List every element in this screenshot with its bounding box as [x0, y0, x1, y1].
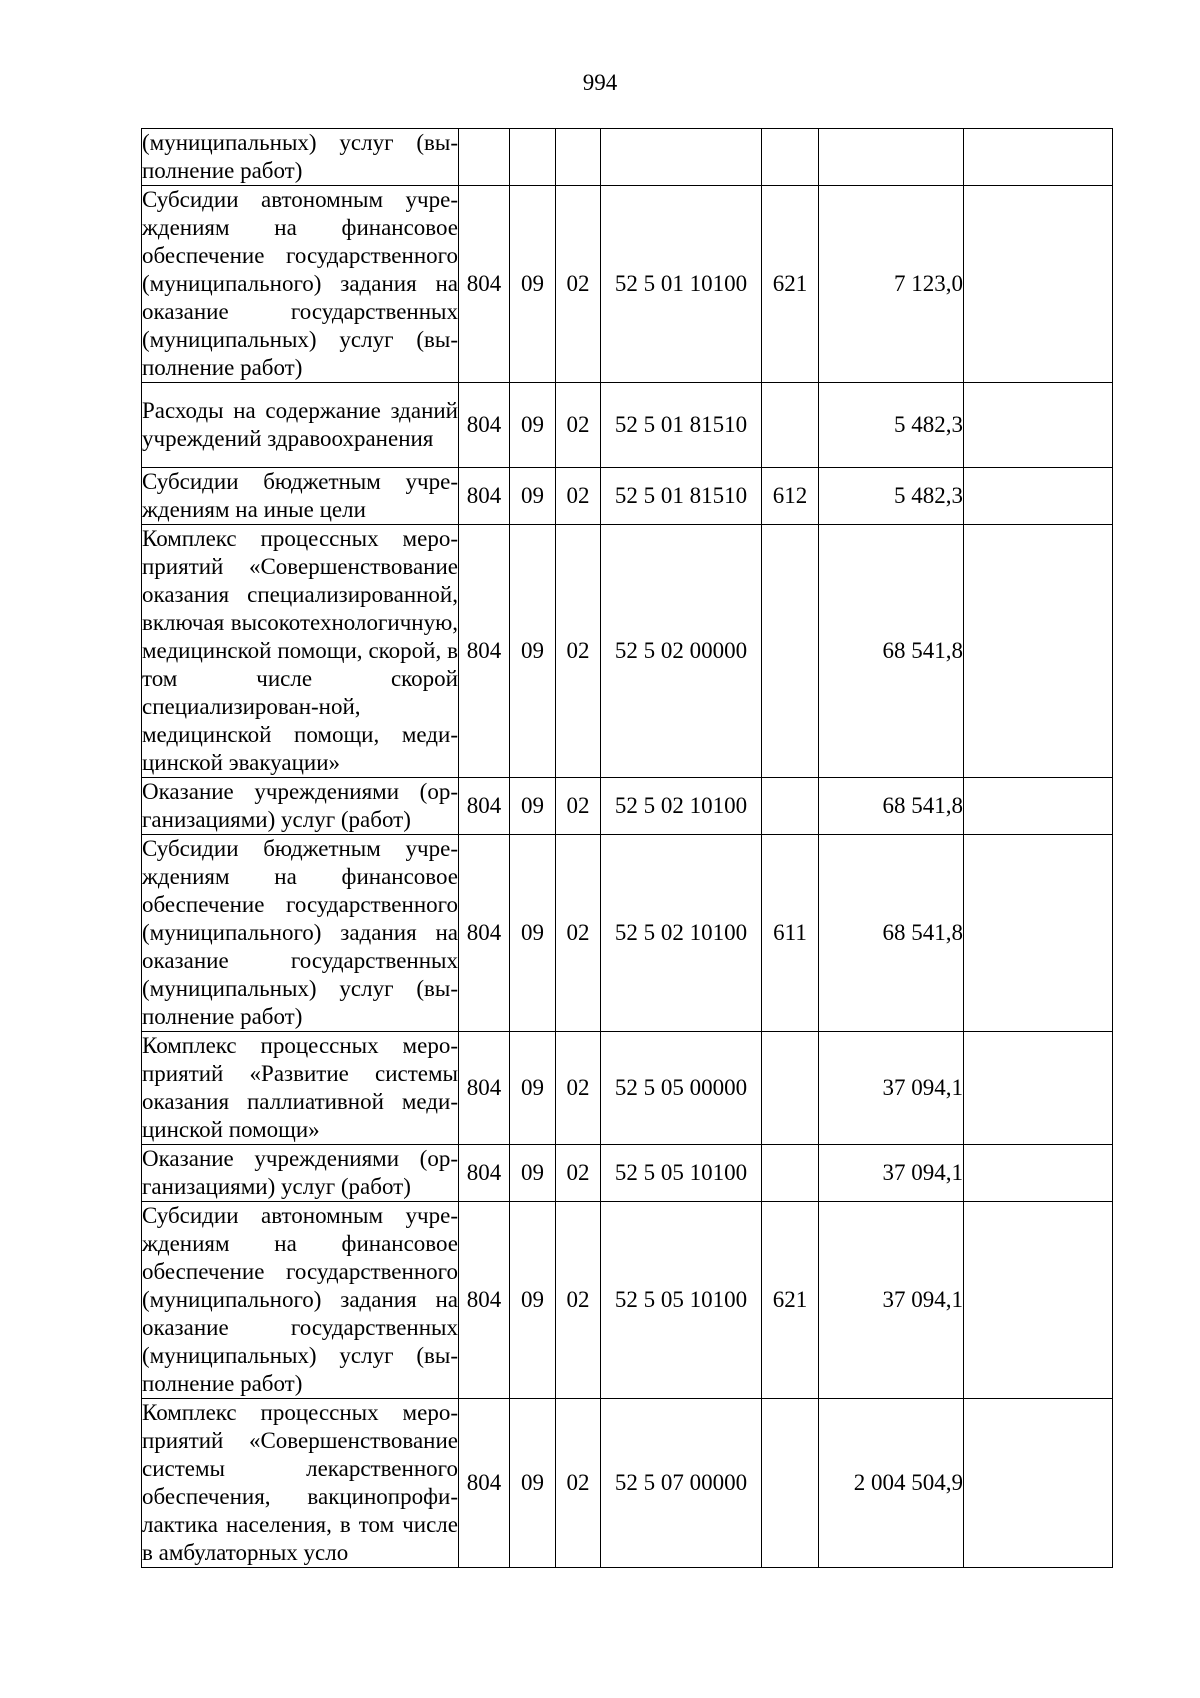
cell-amount: 5 482,3 — [819, 468, 964, 525]
cell-target-article: 52 5 02 10100 — [601, 778, 762, 835]
table-row — [142, 525, 1113, 778]
cell-department-code: 804 — [459, 525, 510, 778]
cell-expense-type — [762, 1145, 819, 1202]
cell-description: Комплекс процессных мероприятий «Совершенствование системы лекарственного обеспечения, вакцинопрофилактика населения, в том числе в амбулаторных усло — [142, 1399, 459, 1568]
cell-description: Субсидии бюджетным учреждениям на финансовое обеспечение государственного (муниципального) задания на оказание государственных (муниципальных) услуг (выполнение работ) — [142, 835, 459, 1032]
cell-subsection-code: 02 — [556, 186, 601, 383]
cell-subsection-code: 02 — [556, 525, 601, 778]
cell-amount: 2 004 504,9 — [819, 1399, 964, 1568]
table-row — [142, 1145, 1113, 1202]
cell-empty — [964, 778, 1113, 835]
table-row — [142, 1399, 1113, 1568]
cell-description: Оказание учреждениями (организациями) услуг (работ) — [142, 778, 459, 835]
cell-section-code: 09 — [510, 1145, 556, 1202]
cell-target-article: 52 5 02 00000 — [601, 525, 762, 778]
cell-section-code: 09 — [510, 1399, 556, 1568]
cell-amount: 37 094,1 — [819, 1145, 964, 1202]
table-row — [142, 186, 1113, 383]
cell-description: Субсидии бюджетным учреждениям на иные цели — [142, 468, 459, 525]
cell-description: (муниципальных) услуг (выполнение работ) — [142, 129, 459, 186]
cell-subsection-code: 02 — [556, 1032, 601, 1145]
cell-expense-type: 621 — [762, 1202, 819, 1399]
cell-target-article: 52 5 01 81510 — [601, 468, 762, 525]
cell-expense-type — [762, 129, 819, 186]
cell-amount: 37 094,1 — [819, 1202, 964, 1399]
cell-department-code: 804 — [459, 186, 510, 383]
cell-expense-type: 621 — [762, 186, 819, 383]
cell-subsection-code: 02 — [556, 835, 601, 1032]
cell-department-code: 804 — [459, 1202, 510, 1399]
cell-amount — [819, 129, 964, 186]
cell-description: Комплекс процессных мероприятий «Развитие системы оказания паллиативной медицинской помощи» — [142, 1032, 459, 1145]
cell-expense-type: 612 — [762, 468, 819, 525]
cell-empty — [964, 525, 1113, 778]
cell-amount: 68 541,8 — [819, 525, 964, 778]
cell-subsection-code: 02 — [556, 1145, 601, 1202]
cell-target-article: 52 5 05 10100 — [601, 1145, 762, 1202]
cell-description: Расходы на содержание зданий учреждений здравоохранения — [142, 383, 459, 468]
table-row — [142, 1202, 1113, 1399]
cell-empty — [964, 835, 1113, 1032]
table-row — [142, 1032, 1113, 1145]
page-number: 994 — [582, 70, 618, 95]
cell-subsection-code: 02 — [556, 383, 601, 468]
cell-empty — [964, 468, 1113, 525]
cell-amount: 7 123,0 — [819, 186, 964, 383]
table-body — [142, 129, 1113, 1568]
cell-target-article: 52 5 01 81510 — [601, 383, 762, 468]
cell-department-code: 804 — [459, 778, 510, 835]
budget-table — [141, 128, 1113, 1568]
cell-expense-type — [762, 525, 819, 778]
cell-section-code: 09 — [510, 525, 556, 778]
cell-description: Комплекс процессных мероприятий «Совершенствование оказания специализированной, включая высокотехнологичную, медицинской помощи, скорой, в том числе скорой специализирован-ной, медицинской помощи, медицинской эвакуации» — [142, 525, 459, 778]
cell-section-code: 09 — [510, 186, 556, 383]
cell-expense-type — [762, 1032, 819, 1145]
cell-target-article — [601, 129, 762, 186]
cell-expense-type — [762, 1399, 819, 1568]
cell-amount: 5 482,3 — [819, 383, 964, 468]
cell-expense-type: 611 — [762, 835, 819, 1032]
cell-department-code: 804 — [459, 383, 510, 468]
cell-target-article: 52 5 05 10100 — [601, 1202, 762, 1399]
table-row — [142, 383, 1113, 468]
cell-section-code: 09 — [510, 1032, 556, 1145]
cell-target-article: 52 5 05 00000 — [601, 1032, 762, 1145]
cell-description: Субсидии автономным учреждениям на финансовое обеспечение государственного (муниципального) задания на оказание государственных (муниципальных) услуг (выполнение работ) — [142, 1202, 459, 1399]
cell-empty — [964, 1399, 1113, 1568]
cell-section-code — [510, 129, 556, 186]
cell-description: Субсидии автономным учреждениям на финансовое обеспечение государственного (муниципального) задания на оказание государственных (муниципальных) услуг (выполнение работ) — [142, 186, 459, 383]
cell-subsection-code: 02 — [556, 1202, 601, 1399]
cell-department-code: 804 — [459, 468, 510, 525]
cell-empty — [964, 383, 1113, 468]
cell-amount: 37 094,1 — [819, 1032, 964, 1145]
cell-target-article: 52 5 01 10100 — [601, 186, 762, 383]
cell-department-code: 804 — [459, 835, 510, 1032]
cell-target-article: 52 5 02 10100 — [601, 835, 762, 1032]
cell-department-code: 804 — [459, 1399, 510, 1568]
cell-subsection-code: 02 — [556, 468, 601, 525]
table-row — [142, 778, 1113, 835]
cell-section-code: 09 — [510, 468, 556, 525]
cell-amount: 68 541,8 — [819, 778, 964, 835]
cell-section-code: 09 — [510, 835, 556, 1032]
cell-expense-type — [762, 778, 819, 835]
cell-subsection-code — [556, 129, 601, 186]
cell-subsection-code: 02 — [556, 778, 601, 835]
cell-empty — [964, 186, 1113, 383]
table-row — [142, 835, 1113, 1032]
cell-subsection-code: 02 — [556, 1399, 601, 1568]
cell-empty — [964, 1202, 1113, 1399]
cell-section-code: 09 — [510, 1202, 556, 1399]
cell-department-code: 804 — [459, 1145, 510, 1202]
cell-empty — [964, 129, 1113, 186]
cell-amount: 68 541,8 — [819, 835, 964, 1032]
cell-department-code — [459, 129, 510, 186]
cell-department-code: 804 — [459, 1032, 510, 1145]
cell-empty — [964, 1032, 1113, 1145]
cell-section-code: 09 — [510, 778, 556, 835]
cell-section-code: 09 — [510, 383, 556, 468]
cell-description: Оказание учреждениями (организациями) услуг (работ) — [142, 1145, 459, 1202]
table-row — [142, 129, 1113, 186]
cell-target-article: 52 5 07 00000 — [601, 1399, 762, 1568]
cell-expense-type — [762, 383, 819, 468]
table-row — [142, 468, 1113, 525]
cell-empty — [964, 1145, 1113, 1202]
